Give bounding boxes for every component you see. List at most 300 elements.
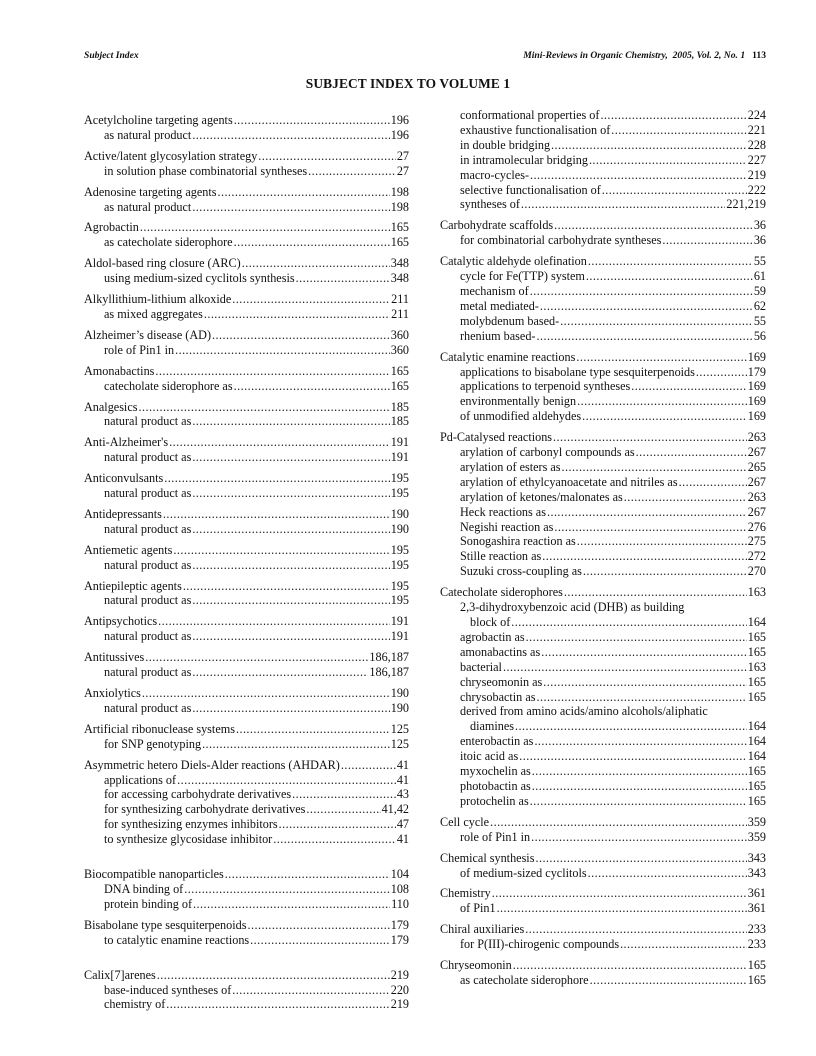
index-entry — [84, 256, 409, 286]
page-reference: 233 — [747, 922, 766, 937]
index-subentry-line — [440, 197, 766, 212]
index-subentry-line — [84, 787, 409, 802]
entry-term: Bisabolane type sesquiterpenoids — [84, 917, 247, 932]
dot-leader — [525, 922, 746, 937]
dot-leader — [536, 690, 746, 705]
dot-leader — [600, 108, 746, 123]
dot-leader — [576, 350, 746, 365]
entry-term: catecholate siderophore as — [104, 378, 233, 393]
entry-term: rhenium based- — [460, 328, 536, 343]
page-reference: 56 — [753, 328, 766, 343]
page-reference: 348 — [390, 271, 409, 286]
page-reference: 190 — [390, 686, 409, 700]
index-main-line — [84, 614, 409, 629]
index-main-line — [84, 968, 409, 983]
dot-leader — [225, 867, 390, 882]
page-reference: 36 — [753, 218, 766, 233]
page-reference: 41 — [396, 757, 409, 772]
page-reference: 165 — [747, 674, 766, 689]
entry-term: block of — [470, 615, 511, 629]
dot-leader — [583, 564, 747, 579]
dot-leader — [173, 543, 389, 558]
index-subentry-line — [84, 629, 409, 644]
dot-leader — [242, 256, 390, 271]
index-subentry-line — [440, 675, 766, 690]
dot-leader — [530, 168, 747, 183]
page-reference: 190 — [390, 700, 409, 715]
index-subentry-line — [440, 329, 766, 344]
page-reference: 179 — [747, 364, 766, 379]
page-reference: 165 — [747, 644, 766, 659]
entry-term: conformational properties of — [460, 108, 600, 122]
page-reference: 125 — [390, 736, 409, 751]
page-reference: 195 — [390, 578, 409, 593]
index-subentry-line — [440, 183, 766, 198]
dot-leader — [234, 235, 390, 250]
entry-term: Calix[7]arenes — [84, 967, 156, 982]
dot-leader — [175, 343, 390, 358]
entry-term: chryseomonin as — [460, 674, 543, 689]
dot-leader — [140, 220, 390, 235]
index-main-line — [84, 185, 409, 200]
index-entry — [440, 815, 766, 845]
dot-leader — [138, 400, 389, 415]
page-reference: 195 — [390, 486, 409, 501]
dot-leader — [232, 292, 390, 307]
entry-term: Analgesics — [84, 399, 138, 414]
index-entry — [440, 108, 766, 212]
index-subentry-line — [440, 233, 766, 248]
index-subentry-line — [84, 701, 409, 716]
entry-term: natural product as — [104, 557, 192, 572]
page-reference: 221 — [747, 122, 766, 137]
entry-term: natural product as — [104, 700, 192, 715]
page-reference: 360 — [390, 342, 409, 357]
index-main-line — [84, 113, 409, 128]
index-subentry-line — [440, 549, 766, 564]
entry-term: to catalytic enamine reactions — [104, 932, 250, 947]
entry-term: of Pin1 — [460, 901, 496, 916]
entry-term: protochelin as — [460, 793, 529, 808]
page-reference: 165 — [747, 764, 766, 779]
entry-term: Artificial ribonuclease systems — [84, 721, 235, 736]
entry-term: agrobactin as — [460, 629, 525, 644]
index-subentry-line — [84, 271, 409, 286]
entry-term: Alzheimer’s disease (AD) — [84, 327, 212, 342]
page-reference: 221,219 — [726, 197, 766, 212]
entry-term: arylation of carbonyl compounds as — [460, 445, 635, 460]
index-subentry-line — [84, 343, 409, 358]
index-entry — [440, 430, 766, 579]
index-subentry-line — [440, 600, 766, 615]
dot-leader — [624, 490, 747, 505]
page-reference: 165 — [747, 778, 766, 793]
index-entry — [84, 149, 409, 179]
index-subentry-line — [84, 773, 409, 788]
page-reference: 165 — [747, 958, 766, 973]
entry-term: for combinatorial carbohydrate syntheses — [460, 233, 662, 248]
entry-term: as catecholate siderophore — [460, 972, 589, 987]
page-reference: 361 — [747, 886, 766, 901]
page-reference: 41,42 — [381, 802, 409, 817]
page-reference: 179 — [390, 932, 409, 947]
dot-leader — [164, 471, 390, 486]
entry-term: as natural product — [104, 127, 192, 142]
journal-name: Mini-Reviews in Organic Chemistry, 2005, Vol. 2, No. 1 — [523, 50, 746, 61]
page-reference: 104 — [390, 867, 409, 882]
dot-leader — [250, 933, 390, 948]
entry-term: chrysobactin as — [460, 689, 536, 704]
page-reference: 191 — [390, 614, 409, 629]
entry-term: role of Pin1 in — [460, 829, 531, 844]
entry-term: in solution phase combinatorial syntheses — [104, 163, 308, 178]
index-subentry-line — [440, 123, 766, 138]
index-subentry-line — [440, 734, 766, 749]
entry-term: Agrobactin — [84, 220, 139, 235]
index-main-line — [440, 851, 766, 866]
section-name: Subject Index — [84, 50, 139, 61]
dot-leader — [236, 722, 390, 737]
dot-leader — [177, 773, 396, 788]
page-reference: 196 — [390, 113, 409, 127]
index-subentry-line — [84, 882, 409, 897]
entry-term: Chiral auxiliaries — [440, 922, 525, 937]
dot-leader — [142, 686, 390, 701]
entry-term: Alkyllithium-lithium alkoxide — [84, 292, 232, 307]
index-entry — [84, 650, 409, 680]
index-subentry-line — [84, 486, 409, 501]
page-reference: 165 — [747, 972, 766, 987]
index-main-line — [440, 922, 766, 937]
entry-term: Negishi reaction as — [460, 519, 554, 534]
index-column-left — [84, 113, 409, 1018]
entry-term: Catalytic enamine reactions — [440, 349, 576, 364]
dot-leader — [492, 886, 747, 901]
dot-leader — [611, 123, 746, 138]
entry-term: amonabactins as — [460, 644, 541, 659]
entry-term: diamines — [470, 719, 515, 734]
dot-leader — [526, 630, 747, 645]
index-subentry-line — [84, 450, 409, 465]
page-reference: 164 — [747, 749, 766, 764]
entry-term: itoic acid as — [460, 749, 519, 764]
index-entry — [84, 400, 409, 430]
entry-term: arylation of ethylcyanoacetate and nitriles as — [460, 474, 678, 489]
index-subentry-line — [440, 365, 766, 380]
index-subentry-line — [440, 564, 766, 579]
dot-leader — [620, 937, 747, 952]
page-reference: 267 — [747, 445, 766, 460]
entry-term: Antiemetic agents — [84, 542, 173, 557]
dot-leader — [590, 973, 747, 988]
index-subentry-line — [440, 168, 766, 183]
dot-leader — [530, 284, 753, 299]
page-reference: 185 — [390, 414, 409, 429]
dot-leader — [589, 153, 747, 168]
entry-term: Chemical synthesis — [440, 850, 535, 865]
index-subentry-line — [440, 108, 766, 123]
page-reference: 163 — [747, 659, 766, 674]
index-main-line — [84, 292, 409, 307]
entry-term: derived from amino acids/amino alcohols/aliphatic — [460, 704, 708, 719]
dot-leader — [532, 779, 747, 794]
page-reference: 185 — [390, 399, 409, 414]
page-reference: 43 — [396, 787, 409, 802]
page-reference: 47 — [396, 817, 409, 832]
index-main-line — [84, 918, 409, 933]
entry-term: syntheses of — [460, 197, 520, 212]
page-reference: 195 — [390, 542, 409, 557]
entry-term: natural product as — [104, 486, 192, 501]
index-entry — [84, 579, 409, 609]
index-entry — [84, 471, 409, 501]
page-reference: 233 — [747, 937, 766, 952]
page-reference: 55 — [753, 254, 766, 269]
index-entry — [84, 328, 409, 358]
page-reference: 163 — [747, 585, 766, 600]
index-main-line — [84, 579, 409, 594]
dot-leader — [696, 365, 747, 380]
index-subentry-line — [84, 832, 409, 847]
entry-term: in double bridging — [460, 137, 551, 152]
dot-leader — [586, 269, 753, 284]
page-reference: 359 — [747, 829, 766, 844]
index-entry — [440, 958, 766, 988]
page-reference: 359 — [747, 814, 766, 829]
dot-leader — [535, 851, 746, 866]
entry-term: cycle for Fe(TTP) system — [460, 269, 585, 284]
index-main-line — [440, 350, 766, 365]
index-entry — [84, 686, 409, 716]
page-reference: 191 — [390, 435, 409, 450]
index-subentry-line — [84, 307, 409, 322]
index-subentry-line — [84, 379, 409, 394]
index-main-line — [84, 328, 409, 343]
index-entry — [84, 968, 409, 1013]
page-reference: 191 — [390, 450, 409, 465]
index-main-line — [84, 471, 409, 486]
dot-leader — [515, 719, 747, 734]
index-subentry-line — [84, 817, 409, 832]
index-entry — [84, 220, 409, 250]
dot-leader — [296, 271, 390, 286]
entry-term: natural product as — [104, 665, 192, 680]
dot-leader — [513, 958, 747, 973]
index-main-line — [84, 686, 409, 701]
dot-leader — [183, 579, 390, 594]
page-reference: 275 — [747, 534, 766, 549]
page-reference: 270 — [747, 564, 766, 579]
entry-term: for synthesizing carbohydrate derivatives — [104, 802, 306, 817]
entry-term: arylation of esters as — [460, 459, 561, 474]
dot-leader — [631, 379, 746, 394]
dot-leader — [192, 522, 389, 537]
entry-term: natural product as — [104, 414, 192, 429]
index-subentry-line — [440, 505, 766, 520]
page-reference: 191 — [390, 629, 409, 644]
page-reference: 211 — [391, 306, 409, 321]
dot-leader — [511, 615, 746, 630]
index-main-line — [84, 722, 409, 737]
dot-leader — [636, 445, 747, 460]
dot-leader — [308, 164, 396, 179]
dot-leader — [577, 394, 747, 409]
entry-term: Pd-Catalysed reactions — [440, 430, 553, 445]
index-entry — [84, 614, 409, 644]
dot-leader — [540, 299, 753, 314]
index-subentry-line — [84, 802, 409, 817]
page-reference: 211 — [391, 292, 409, 307]
page-reference: 228 — [747, 137, 766, 152]
index-entry — [84, 364, 409, 394]
page-reference: 125 — [390, 721, 409, 736]
entry-term: to synthesize glycosidase inhibitor — [104, 832, 273, 847]
index-main-line — [84, 758, 409, 773]
page-reference: 360 — [390, 327, 409, 342]
index-main-line — [84, 435, 409, 450]
dot-leader — [521, 197, 725, 212]
dot-leader — [217, 185, 389, 200]
page-reference: 59 — [753, 283, 766, 298]
page-reference: 165 — [747, 629, 766, 644]
entry-term: Anxiolytics — [84, 686, 141, 700]
dot-leader — [306, 802, 380, 817]
entry-term: for P(III)-chirogenic compounds — [460, 937, 620, 952]
entry-term: Sonogashira reaction as — [460, 534, 576, 549]
page-reference: 165 — [390, 235, 409, 250]
page-reference: 165 — [390, 220, 409, 235]
entry-term: Anti-Alzheimer's — [84, 435, 169, 450]
entry-term: natural product as — [104, 629, 192, 644]
journal-citation — [523, 50, 766, 61]
index-subentry-line — [84, 997, 409, 1012]
index-subentry-line — [84, 128, 409, 143]
index-subentry-line — [440, 830, 766, 845]
page-reference: 343 — [747, 850, 766, 865]
dot-leader — [519, 749, 747, 764]
entry-term: Acetylcholine targeting agents — [84, 113, 233, 127]
entry-term: role of Pin1 in — [104, 342, 175, 357]
page-reference: 27 — [396, 148, 409, 163]
entry-term: macro-cycles- — [460, 167, 530, 182]
entry-term: Antiepileptic agents — [84, 578, 182, 593]
page-reference: 267 — [747, 474, 766, 489]
index-subentry-line — [440, 490, 766, 505]
entry-term: molybdenum based- — [460, 313, 560, 328]
index-subentry-line — [84, 593, 409, 608]
dot-leader — [192, 701, 389, 716]
entry-term: chemistry of — [104, 997, 166, 1012]
dot-leader — [247, 918, 389, 933]
entry-term: natural product as — [104, 521, 192, 536]
entry-term: bacterial — [460, 659, 502, 674]
dot-leader — [582, 409, 747, 424]
entry-term: photobactin as — [460, 778, 531, 793]
dot-leader — [292, 787, 396, 802]
index-subentry-line — [84, 164, 409, 179]
dot-leader — [192, 414, 389, 429]
index-main-line — [440, 218, 766, 233]
index-main-line — [84, 149, 409, 164]
index-subentry-line — [440, 690, 766, 705]
index-subentry-line — [440, 269, 766, 284]
dot-leader — [542, 549, 746, 564]
index-main-line — [84, 867, 409, 882]
index-subentry-line — [440, 901, 766, 916]
dot-leader — [554, 520, 746, 535]
index-subentry-line — [440, 764, 766, 779]
dot-leader — [560, 314, 753, 329]
index-entry — [440, 886, 766, 916]
dot-leader — [497, 901, 747, 916]
entry-term: applications to terpenoid syntheses — [460, 379, 631, 394]
dot-leader — [192, 629, 389, 644]
entry-term: applications to bisabolane type sesquiterpenoids — [460, 364, 695, 379]
dot-leader — [503, 660, 747, 675]
dot-leader — [553, 430, 747, 445]
index-subentry-line — [440, 794, 766, 809]
dot-leader — [530, 794, 747, 809]
page-reference: 190 — [390, 521, 409, 536]
dot-leader — [192, 558, 389, 573]
page-reference: 164 — [747, 734, 766, 749]
index-subentry-line — [84, 983, 409, 998]
entry-term: of medium-sized cyclitols — [460, 865, 587, 880]
index-subentry-line — [440, 379, 766, 394]
entry-term: Catecholate siderophores — [440, 585, 563, 600]
running-head — [84, 50, 766, 64]
page-reference: 169 — [747, 349, 766, 364]
index-entry — [84, 113, 409, 143]
dot-leader — [577, 534, 747, 549]
dot-leader — [534, 734, 746, 749]
index-subentry-line — [440, 973, 766, 988]
dot-leader — [543, 675, 746, 690]
dot-leader — [564, 585, 747, 600]
entry-term: for SNP genotyping — [104, 736, 202, 751]
index-main-line — [440, 958, 766, 973]
page-reference: 165 — [390, 363, 409, 378]
page-number: 113 — [752, 50, 766, 61]
entry-term: Biocompatible nanoparticles — [84, 867, 224, 882]
index-subentry-line — [440, 660, 766, 675]
dot-leader — [536, 329, 752, 344]
page-title: SUBJECT INDEX TO VOLUME 1 — [305, 76, 511, 91]
entry-term: Chemistry — [440, 886, 491, 901]
index-main-line — [84, 543, 409, 558]
entry-term: Aldol-based ring closure (ARC) — [84, 256, 241, 271]
entry-term: Carbohydrate scaffolds — [440, 218, 554, 233]
dot-leader — [588, 866, 747, 881]
page-reference: 272 — [747, 549, 766, 564]
index-subentry-line — [84, 933, 409, 948]
page-reference: 55 — [753, 313, 766, 328]
page-reference: 220 — [390, 982, 409, 997]
index-entry — [84, 867, 409, 912]
page-reference: 179 — [390, 917, 409, 932]
page-reference: 343 — [747, 865, 766, 880]
page-reference: 276 — [747, 519, 766, 534]
index-subentry-line — [440, 445, 766, 460]
index-subentry-line — [440, 394, 766, 409]
entry-term: DNA binding of — [104, 881, 184, 896]
index-subentry-line — [440, 284, 766, 299]
entry-term: base-induced syntheses of — [104, 982, 232, 997]
index-main-line — [440, 815, 766, 830]
entry-term: Heck reactions as — [460, 504, 546, 519]
page-reference: 263 — [747, 430, 766, 445]
entry-term: Amonabactins — [84, 363, 155, 378]
